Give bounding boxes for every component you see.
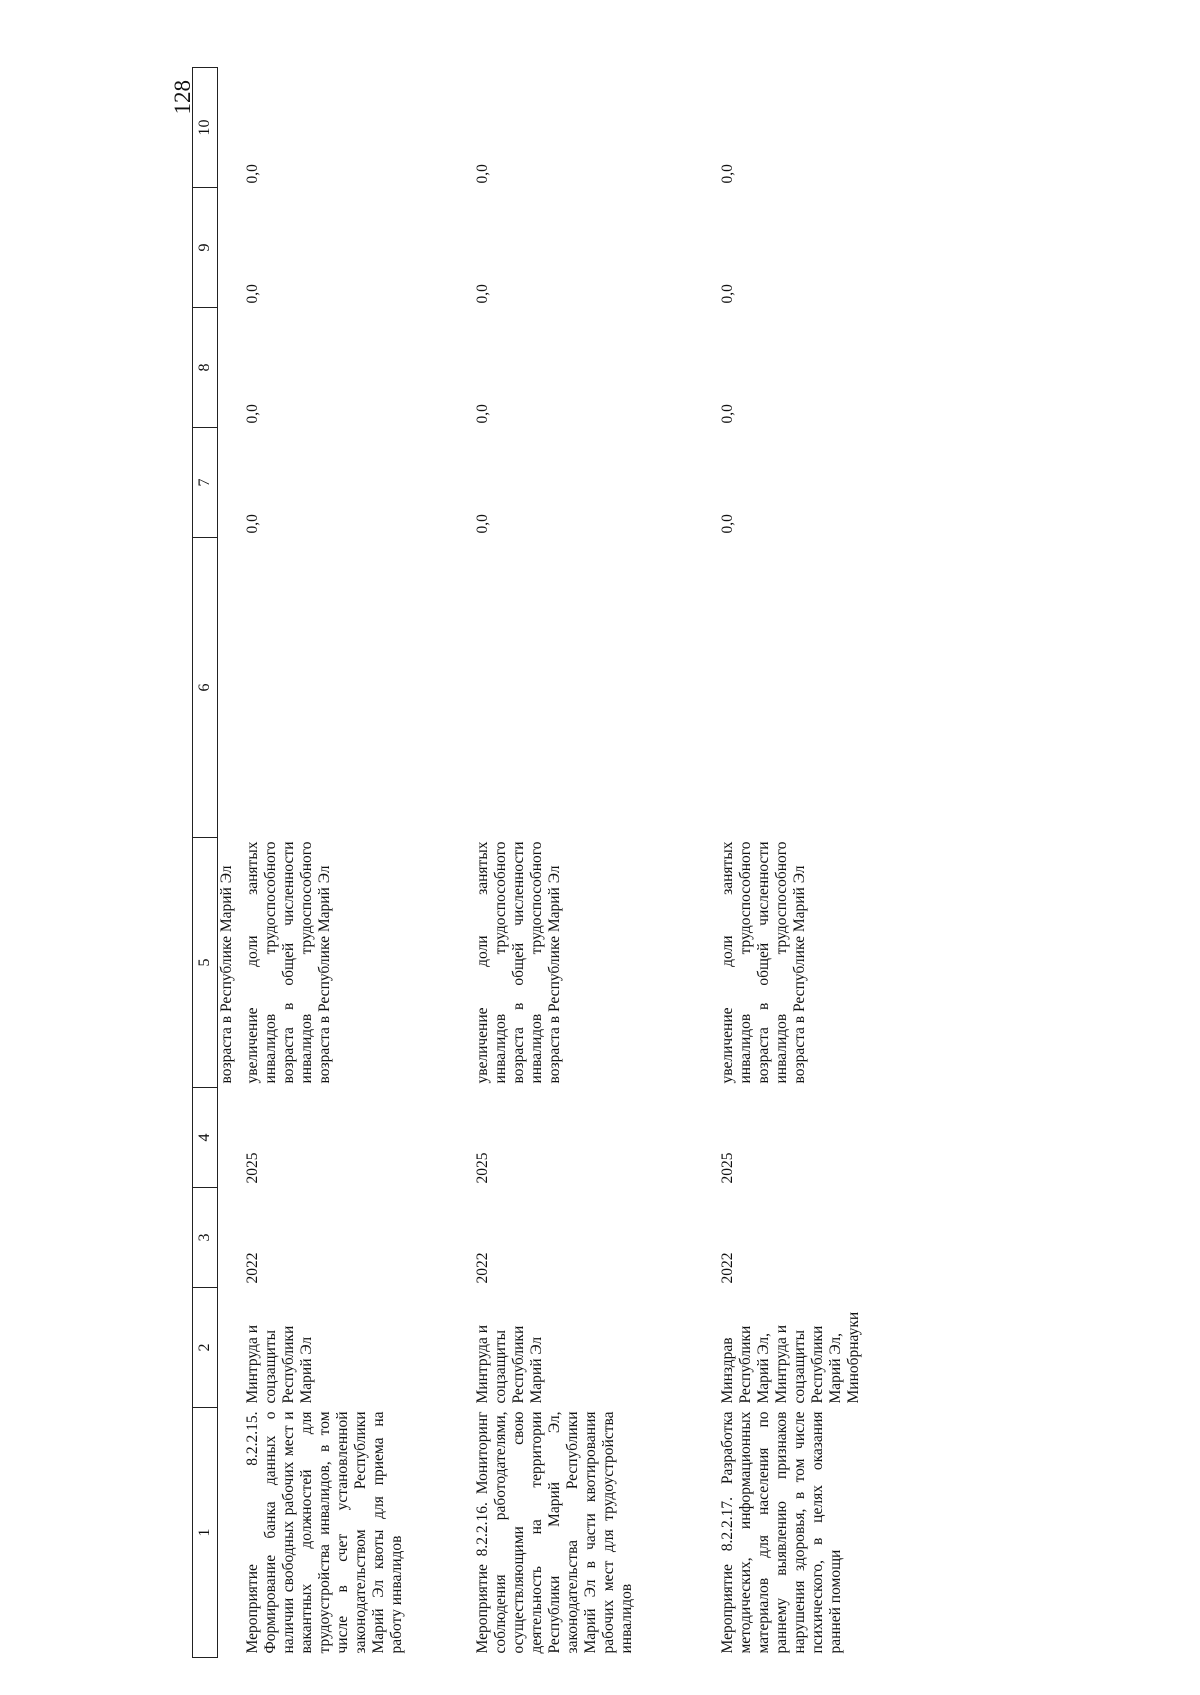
- col-header-6: 6: [193, 538, 218, 838]
- cell-executor: Минздрав Республики Марий Эл, Минтруда и соцзащиты Республики Марий Эл, Минобрнауки: [719, 1311, 862, 1404]
- cell-start-year: 2022: [244, 1252, 261, 1284]
- cell-result: увеличение доли занятых инвалидов трудоспособного возраста в общей численности инвалидов трудоспособного возраста в Республике Марий Эл: [474, 841, 563, 1084]
- cell-col8: 0,0: [244, 404, 261, 424]
- continuation-col5: возраста в Республике Марий Эл: [218, 865, 235, 1084]
- cell-col9: 0,0: [719, 284, 736, 304]
- rotated-page: [170, 68, 1000, 1658]
- table-row: [719, 68, 889, 1658]
- col-header-1: 1: [193, 1408, 218, 1658]
- col-header-2: 2: [193, 1288, 218, 1408]
- cell-measure: Мероприятие 8.2.2.17. Разработка методических, информационных материалов для населения по раннему выявлению признаков нарушения здоровья, в том числе психического, в целях оказания ранней помощи: [719, 1411, 844, 1654]
- header-row: [193, 68, 218, 1658]
- cell-start-year: 2022: [474, 1252, 491, 1284]
- page-number: 128: [170, 80, 195, 115]
- cell-col7: 0,0: [719, 514, 736, 534]
- col-header-10: 10: [193, 68, 218, 188]
- table-row: [474, 68, 719, 1658]
- cell-col9: 0,0: [244, 284, 261, 304]
- cell-col10: 0,0: [719, 164, 736, 184]
- col-header-7: 7: [193, 428, 218, 538]
- cell-col10: 0,0: [474, 164, 491, 184]
- cell-result: увеличение доли занятых инвалидов трудоспособного возраста в общей численности инвалидов трудоспособного возраста в Республике Марий Эл: [244, 841, 333, 1084]
- cell-col7: 0,0: [474, 514, 491, 534]
- cell-result: увеличение доли занятых инвалидов трудоспособного возраста в общей численности инвалидов трудоспособного возраста в Республике Марий Эл: [719, 841, 808, 1084]
- col-header-8: 8: [193, 308, 218, 428]
- cell-col7: 0,0: [244, 514, 261, 534]
- col-header-5: 5: [193, 838, 218, 1088]
- cell-measure: Мероприятие 8.2.2.16. Мониторинг соблюдения работодателями, осуществляющими свою деятельность на территории Республики Марий Эл, законодательства Республики Марий Эл в части квотирования рабочих мест для трудоустройства инвалидов: [474, 1411, 635, 1654]
- program-table: [192, 67, 889, 1658]
- col-header-3: 3: [193, 1188, 218, 1288]
- cell-end-year: 2025: [244, 1152, 261, 1184]
- cell-end-year: 2025: [474, 1152, 491, 1184]
- cell-col6: [474, 538, 719, 838]
- cell-col6: [244, 538, 474, 838]
- col-header-4: 4: [193, 1088, 218, 1188]
- cell-executor: Минтруда и соцзащиты Республики Марий Эл: [244, 1324, 315, 1404]
- cell-measure: Мероприятие 8.2.2.15. Формирование банка данных о наличии свободных рабочих мест и вакантных должностей для трудоустройства инвалидов, в том числе в счет установленной законодательством Республики Марий Эл квоты для приема на работу инвалидов: [244, 1411, 405, 1654]
- col-header-9: 9: [193, 188, 218, 308]
- cell-col10: 0,0: [244, 164, 261, 184]
- continuation-row: [218, 68, 237, 1658]
- cell-executor: Минтруда и соцзащиты Республики Марий Эл: [474, 1324, 545, 1404]
- cell-col8: 0,0: [474, 404, 491, 424]
- cell-start-year: 2022: [719, 1252, 736, 1284]
- cell-end-year: 2025: [719, 1152, 736, 1184]
- cell-col8: 0,0: [719, 404, 736, 424]
- table-row: [244, 68, 474, 1658]
- cell-col9: 0,0: [474, 284, 491, 304]
- cell-col6: [719, 538, 889, 838]
